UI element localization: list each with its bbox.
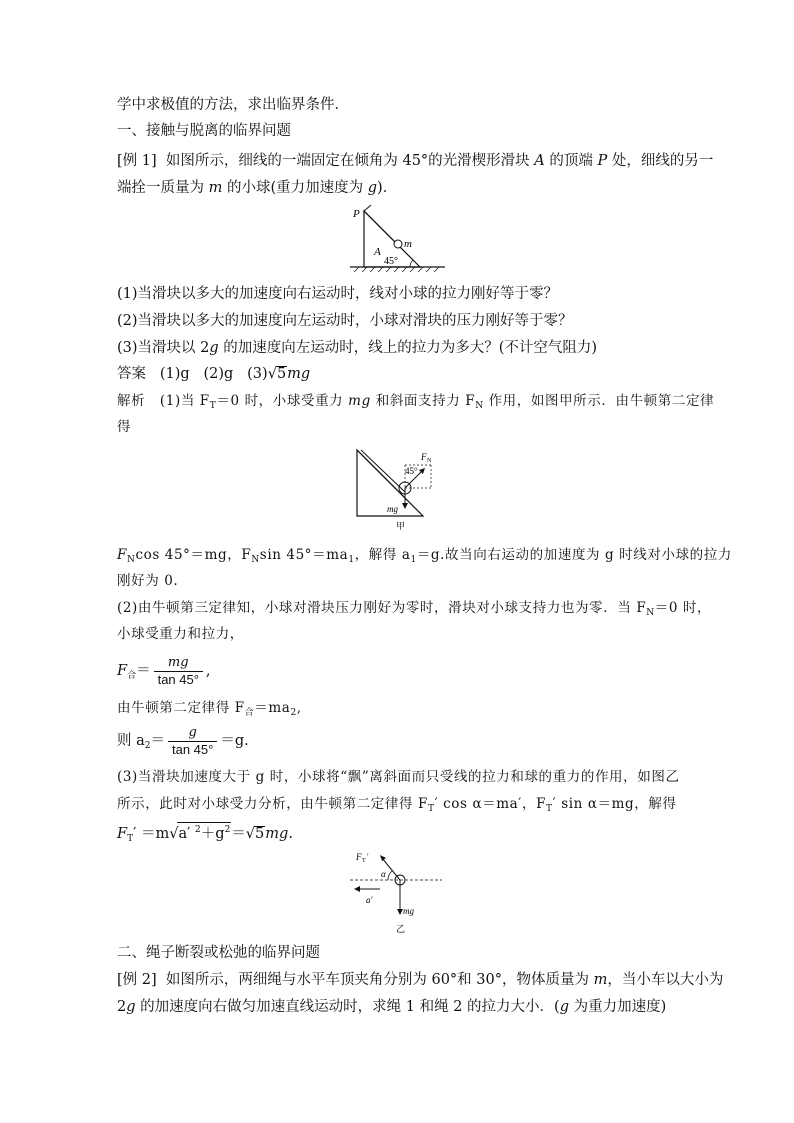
equation-line-2: 刚好为 0. [117,573,179,589]
alpha-label: α [381,869,386,879]
intro-line: 学中求极值的方法，求出临界条件． [117,97,349,113]
solution-2-line-2: 小球受重力和拉力， [117,626,244,642]
solution-line-1: 解析 (1)当 $F_T=0$ 时，小球受重力 mg 和斜面支持力 $F_N$ 作用，如图甲所示．由牛顿第二定律 [117,393,715,411]
acceleration-label: a′ [366,895,373,905]
svg-text:T: T [362,858,366,864]
fraction-eq-2: 则 $a_2=$ $\frac{g}{\tan 45^\circ}$ ＝g. [117,724,249,757]
ft-label: F [356,852,362,862]
example-2-line-1: [例 2] 如图所示，两细绳与水平车顶夹角分别为 60°和 30°，物体质量为 m，当小车以大小为 [117,972,724,988]
svg-text:N: N [427,458,432,464]
section-heading-2: 二、绳子断裂或松弛的临界问题 [117,945,320,961]
solution-2-line-3: 由牛顿第二定律得 $F_合=ma_2$, [117,700,302,718]
solution-line-2: 得 [117,419,132,435]
question-2: (2)当滑块以多大的加速度向左运动时，小球对滑块的压力刚好等于零？ [117,313,573,329]
solution-3-line-1: (3)当滑块加速度大于 g 时，小球将“飘”离斜面而只受线的拉力和球的重力的作用，如图乙 [117,769,680,785]
block-a-label: A [374,246,381,258]
fn-label: F [421,452,427,462]
example-1-line-1: [例 1] 如图所示，细线的一端固定在倾角为 45°的光滑楔形滑块 A 的顶端 P 处，细线的另一 [117,153,714,169]
wedge-figure [340,205,450,275]
force-diagram-jia [355,448,435,530]
section-heading-1: 一、接触与脱离的临界问题 [117,123,291,139]
equation-line-1: $F_N\cos$ 45°＝mg，$F_N\sin$ $45^\circ=ma_1$，解得 $a_1=g$.故当向右运动的加速度为 g 时线对小球的拉力 [117,547,732,565]
question-1: (1)当滑块以多大的加速度向右运动时，线对小球的拉力刚好等于零？ [117,286,559,302]
point-p-label: P [353,208,360,220]
solution-3-line-3: $F_T' =m√a'$ $^2+g^2=√5mg$. [117,822,293,849]
angle-45-label: 45° [405,466,418,476]
fraction-eq-1: $F_合=$ $\frac{mg}{\tan 45^\circ}$ , [117,654,211,687]
caption-jia: 甲 [396,521,406,531]
force-diagram-yi [350,848,445,936]
mg-label: mg [387,504,398,514]
angle-label: 45° [384,256,398,267]
caption-yi: 乙 [396,924,406,934]
example-1-line-2: 端拴一质量为 m 的小球(重力加速度为 g)． [117,180,398,196]
example-2-line-2: 2g 的加速度向右做匀加速直线运动时，求绳 1 和绳 2 的拉力大小．(g 为重力加速度) [117,999,667,1015]
ball-m-label: m [404,238,412,250]
solution-3-line-2: 所示，此时对小球受力分析，由牛顿第二定律得 $F_T'$ cos α＝ma′，$F_T'$ sin α＝mg，解得 [117,796,677,814]
question-3: (3)当滑块以 2g 的加速度向左运动时，线上的拉力为多大？(不计空气阻力) [117,340,598,356]
mg-label-2: mg [403,906,414,916]
solution-2-line-1: (2)由牛顿第三定律知，小球对滑块压力刚好为零时，滑块对小球支持力也为零．当 $F_N=0$ 时， [117,600,712,618]
svg-text:′: ′ [367,852,369,861]
answer-line: 答案 (1)g (2)g (3)√5mg [117,366,311,382]
